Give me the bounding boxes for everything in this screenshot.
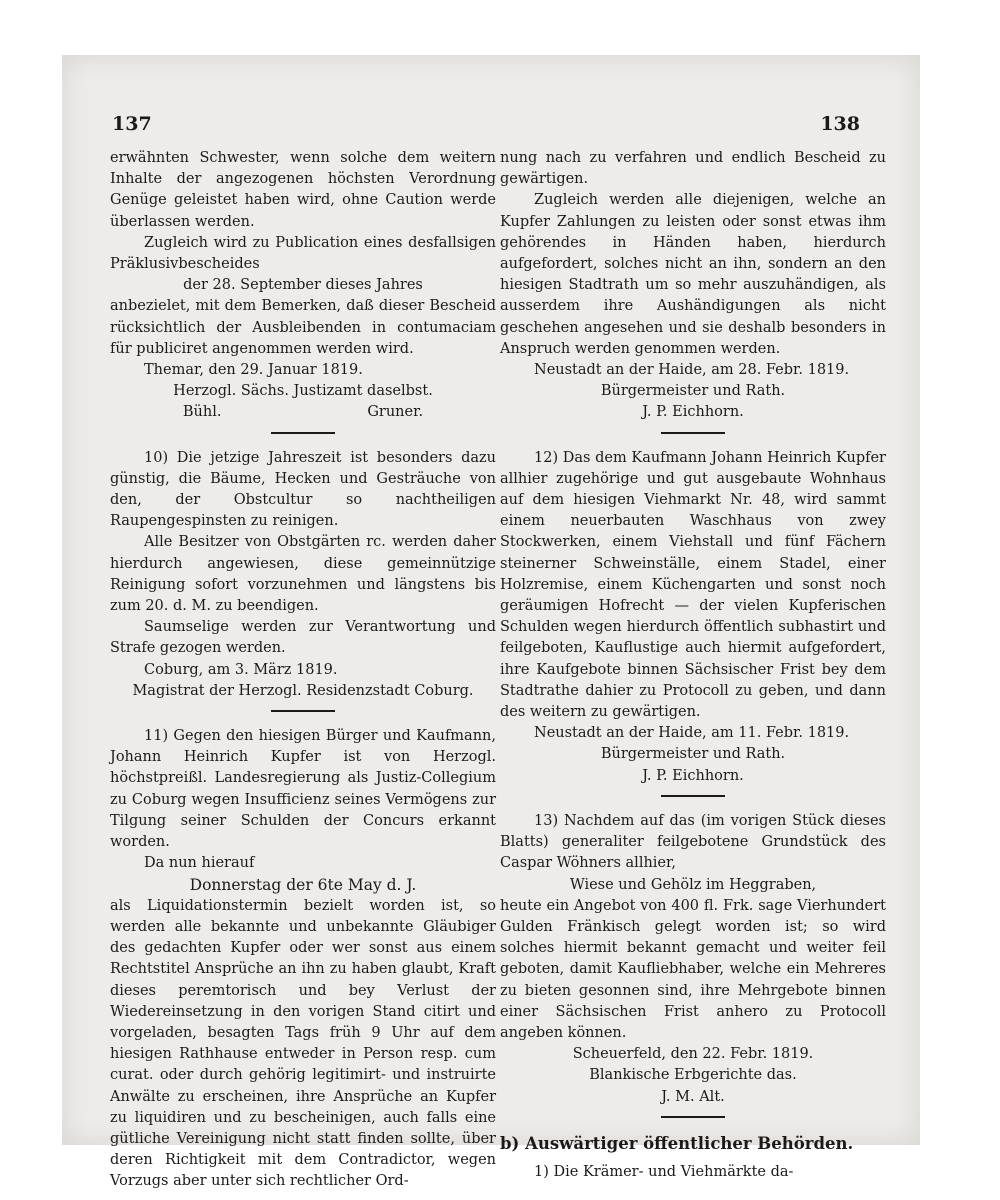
right-column: [500, 148, 886, 1183]
paragraph: Zugleich wird zu Publication eines desfallsigen Präklusivbescheides: [110, 234, 496, 273]
notice-1: 1) Die Krämer- und Viehmärkte da-: [534, 1163, 794, 1180]
newspaper-page: [62, 55, 920, 1190]
property-line: Wiese und Gehölz im Heggraben,: [569, 876, 817, 893]
paragraph: als Liquidationstermin bezielt worden ist, so werden alle bekannte und unbekannte Gläubiger des gedachten Kupfer oder wer sonst aus einem Rechtstitel Ansprüche an ihn zu haben glaubt, Kraft dieses peremtorisch und bey Verlust der Wiedereinsetzung in den vorigen Stand citirt und vorgeladen, besagten Tags früh 9 Uhr auf dem hiesigen Rathhause entweder in Person resp. cum curat. oder durch gehörig legitimirt- und instruirte Anwälte zu erscheinen, ihre Ansprüche an Kupfer zu liquidiren und zu bescheinigen, auch falls eine gütliche Vereinigung nicht statt finden sollte, über deren Richtigkeit mit dem Contradictor, wegen Vorzugs aber unter sich rechtlicher Ord-: [110, 897, 496, 1190]
divider: [661, 1116, 725, 1118]
signature: Gruner.: [367, 404, 424, 421]
signature: J. P. Eichhorn.: [642, 767, 744, 784]
page-number-left: 137: [112, 113, 152, 135]
paragraph: Alle Besitzer von Obstgärten rc. werden daher hierdurch angewiesen, diese gemeinnützige Reinigung sofort vorzunehmen und längstens bis zum 20. d. M. zu beendigen.: [110, 534, 496, 615]
paragraph: erwähnten Schwester, wenn solche dem weitern Inhalte der angezogenen höchsten Verordnung Genüge geleistet haben wird, ohne Caution werde überlassen werden.: [110, 150, 496, 230]
authority-name: Bürgermeister und Rath.: [600, 746, 786, 763]
paragraph: Da nun hierauf: [144, 855, 255, 872]
signature: Bühl.: [182, 404, 222, 421]
authority-name: Magistrat der Herzogl. Residenzstadt Coburg.: [132, 682, 474, 699]
authority-name: Herzogl. Sächs. Justizamt daselbst.: [173, 383, 433, 400]
page-number-right: 138: [820, 113, 860, 135]
paragraph: nung nach zu verfahren und endlich Bescheid zu gewärtigen.: [500, 150, 886, 188]
signature: J. M. Alt.: [661, 1088, 725, 1105]
section-heading: b) Auswärtiger öffentlicher Behörden.: [500, 1133, 854, 1153]
place-date: Scheuerfeld, den 22. Febr. 1819.: [572, 1046, 814, 1063]
notice-10: 10) Die jetzige Jahreszeit ist besonders dazu günstig, die Bäume, Hecken und Gesträuche von den, der Obstcultur so nachtheiligen Raupengespinsten zu reinigen.: [110, 449, 496, 530]
authority-name: Blankische Erbgerichte das.: [589, 1067, 797, 1084]
place-date: Themar, den 29. Januar 1819.: [144, 362, 363, 379]
place-date: Neustadt an der Haide, am 28. Febr. 1819.: [534, 362, 850, 379]
signature: J. P. Eichhorn.: [642, 404, 744, 421]
paragraph: anbezielet, mit dem Bemerken, daß dieser Bescheid rücksichtlich der Ausbleibenden in contumaciam für publiciret angenommen werden wird.: [110, 298, 496, 357]
place-date: Coburg, am 3. März 1819.: [144, 661, 338, 678]
notice-12: 12) Das dem Kaufmann Johann Heinrich Kupfer allhier zugehörige und gut ausgebaute Wohnhaus auf dem hiesigen Viehmarkt Nr. 48, wird sammt einem neuerbauten Waschhaus von zwey Stockwerken, einem Viehstall und fünf Fächern steinerner Schweinställe, einem Stadel, einer Holzremise, einem Küchengarten und sonst noch geräumigen Hofrecht — der vielen Kupferischen Schulden wegen hierdurch öffentlich subhastirt und feilgeboten, Kauflustige auch hiermit aufgefordert, ihre Kaufgebote binnen Sächsischer Frist bey dem Stadtrathe dahier zu Protocoll zu geben, und dann des weitern zu gewärtigen.: [500, 449, 886, 721]
divider: [661, 795, 725, 797]
divider: [271, 710, 335, 712]
paragraph: heute ein Angebot von 400 fl. Frk. sage Vierhundert Gulden Fränkisch gelegt worden ist; so wird solches hiermit bekannt gemacht und weiter feil geboten, damit Kaufliebhaber, welche ein Mehreres zu bieten gesonnen sind, ihre Mehrgebote binnen einer Sächsischen Frist anhero zu Protocoll angeben können.: [500, 897, 886, 1041]
date-line: Donnerstag der 6te May d. J.: [189, 875, 417, 894]
date-line: der 28. September dieses Jahres: [183, 277, 423, 294]
notice-13: 13) Nachdem auf das (im vorigen Stück dieses Blatts) generaliter feilgebotene Grundstück des Caspar Wöhners allhier,: [500, 812, 886, 872]
left-column: [110, 148, 496, 1193]
divider: [661, 432, 725, 434]
paragraph: Saumselige werden zur Verantwortung und Strafe gezogen werden.: [110, 619, 496, 657]
signatures: [110, 402, 496, 423]
divider: [271, 432, 335, 434]
notice-11: 11) Gegen den hiesigen Bürger und Kaufmann, Johann Heinrich Kupfer ist von Herzogl. höchstpreißl. Landesregierung als Justiz-Collegium zu Coburg wegen Insufficienz seines Vermögens zur Tilgung seiner Schulden der Concurs erkannt worden.: [110, 728, 496, 851]
paragraph: Zugleich werden alle diejenigen, welche an Kupfer Zahlungen zu leisten oder sonst etwas ihm gehörendes in Händen haben, hierdurch aufgefordert, solches nicht an ihn, sondern an den hiesigen Stadtrath um so mehr auszuhändigen, als ausserdem ihre Aushändigungen als nicht geschehen angesehen und sie deshalb besonders in Anspruch werden genommen werden.: [500, 192, 886, 357]
authority-name: Bürgermeister und Rath.: [600, 383, 786, 400]
place-date: Neustadt an der Haide, am 11. Febr. 1819.: [534, 725, 850, 742]
